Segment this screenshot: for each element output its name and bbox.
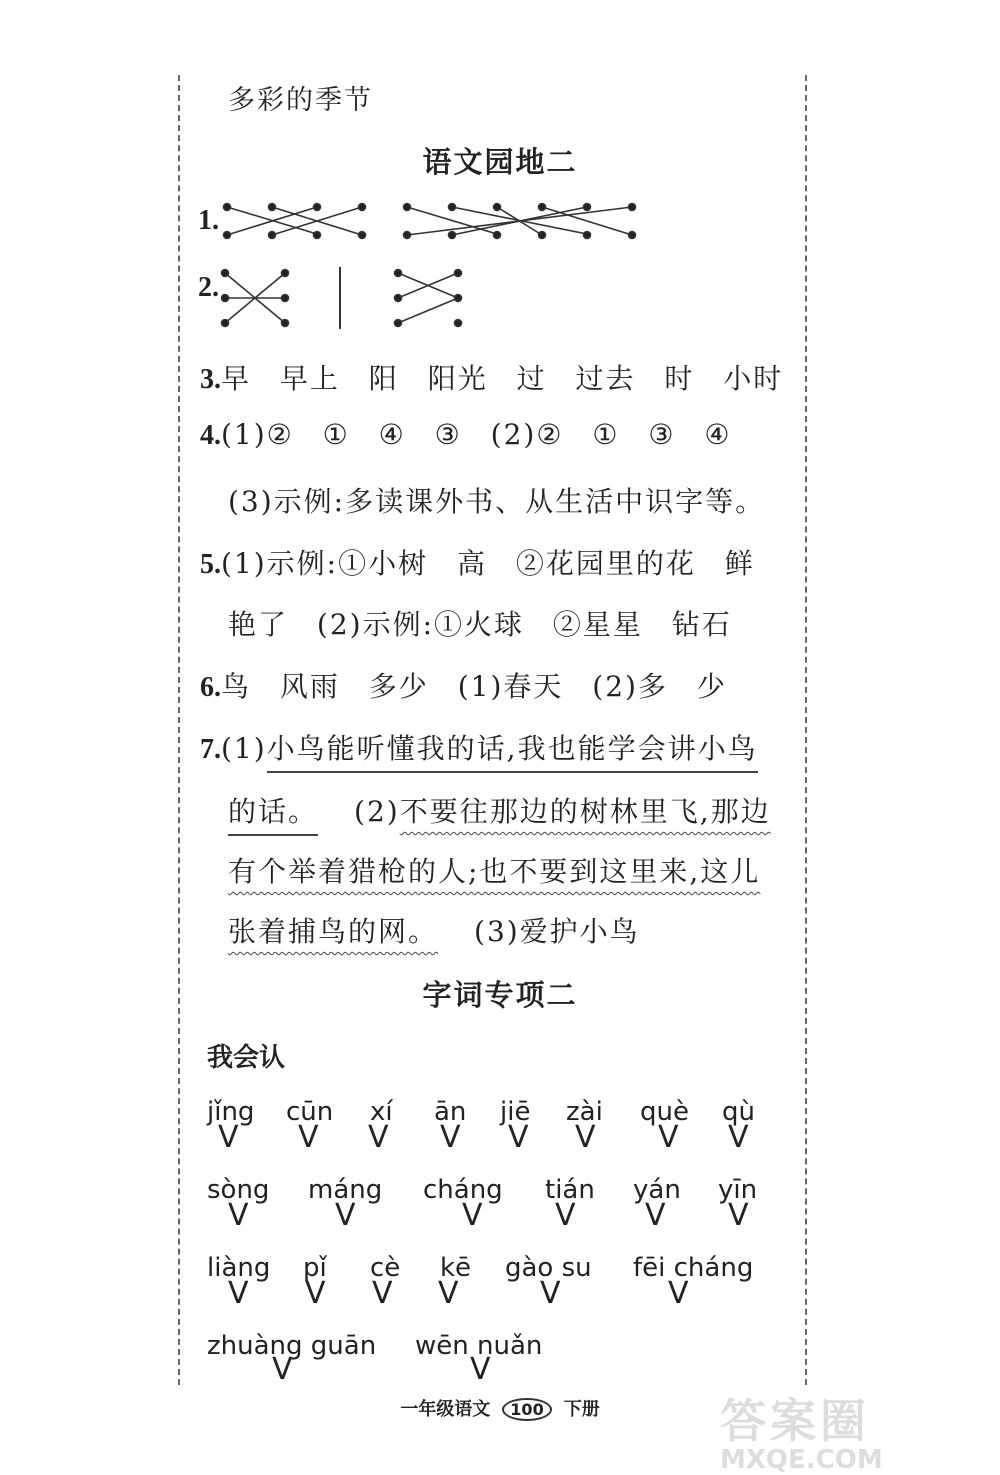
- pinyin-item: yīn: [718, 1175, 758, 1205]
- q1-matching-diagram: [215, 198, 645, 248]
- q7-wavy-underline-c: 张着捕鸟的网。: [228, 915, 439, 948]
- check-mark-icon: V: [462, 1198, 483, 1233]
- q7-answer-line1: 7.(1)小鸟能听懂我的话,我也能学会讲小鸟: [200, 727, 758, 767]
- pinyin-item: xí: [370, 1097, 393, 1127]
- q1-number: 1.: [198, 205, 219, 236]
- page-number-badge: 100: [502, 1398, 551, 1421]
- check-mark-icon: V: [440, 1120, 461, 1155]
- pinyin-item: yán: [633, 1175, 681, 1205]
- q7-straight-underline-a: 小鸟能听懂我的话,我也能学会讲小鸟: [267, 732, 758, 773]
- pinyin-item: gào su: [505, 1253, 592, 1283]
- section-title-zici: 字词专项二: [422, 978, 578, 1012]
- q7-answer-line3: [228, 850, 760, 890]
- pinyin-item: zhuàng guān: [207, 1331, 377, 1361]
- pinyin-item: liàng: [207, 1253, 271, 1283]
- q5-answer-line1: 5.(1)示例:①小树 高 ②花园里的花 鲜: [200, 547, 755, 580]
- q6-answer: 6.鸟 风雨 多少 (1)春天 (2)多 少: [200, 670, 727, 703]
- check-mark-icon: V: [555, 1198, 576, 1233]
- check-mark-icon: V: [728, 1198, 749, 1233]
- left-dashed-border: [178, 75, 180, 1385]
- check-mark-icon: V: [645, 1198, 666, 1233]
- pinyin-item: máng: [308, 1175, 383, 1205]
- q3-answer: 3.早 早上 阳 阳光 过 过去 时 小时: [200, 362, 784, 395]
- check-mark-icon: V: [540, 1276, 561, 1311]
- check-mark-icon: V: [470, 1352, 491, 1387]
- right-dashed-border: [805, 75, 807, 1385]
- watermark-logo: 答案圈 MXQE.COM: [720, 1394, 883, 1475]
- check-mark-icon: V: [372, 1276, 393, 1311]
- pinyin-item: jǐng: [207, 1097, 255, 1127]
- q7-wavy-underline-a: 不要往那边的树林里飞,那边: [399, 795, 771, 828]
- check-mark-icon: V: [272, 1352, 293, 1387]
- check-mark-icon: V: [218, 1120, 239, 1155]
- pinyin-item: zài: [566, 1097, 603, 1127]
- label-wohuiren: 我会认: [207, 1043, 286, 1073]
- q7-straight-underline-b: 的话。: [228, 795, 318, 836]
- check-mark-icon: V: [368, 1120, 389, 1155]
- check-mark-icon: V: [438, 1276, 459, 1311]
- check-mark-icon: V: [305, 1276, 326, 1311]
- pinyin-item: kē: [440, 1253, 472, 1283]
- footer-grade: 一年级语文: [400, 1399, 491, 1420]
- q5-answer-line2: 艳了 (2)示例:①火球 ②星星 钻石: [228, 608, 732, 641]
- pinyin-item: ān: [434, 1097, 467, 1127]
- q4-answer-line1: 4.(1)② ① ④ ③ (2)② ① ③ ④: [200, 418, 732, 451]
- check-mark-icon: V: [658, 1120, 679, 1155]
- check-mark-icon: V: [228, 1198, 249, 1233]
- q7-wavy-underline-b: 有个举着猎枪的人;也不要到这里来,这儿: [228, 855, 761, 888]
- header-text: 多彩的季节: [228, 85, 373, 116]
- pinyin-item: qù: [722, 1097, 755, 1127]
- check-mark-icon: V: [298, 1120, 319, 1155]
- section-title-yuwen: 语文园地二: [422, 145, 578, 179]
- check-mark-icon: V: [228, 1276, 249, 1311]
- pinyin-item: sòng: [207, 1175, 270, 1205]
- pinyin-item: fēi cháng: [633, 1253, 754, 1283]
- q7-answer-line4: 张着捕鸟的网。 (3)爱护小鸟: [228, 915, 640, 948]
- check-mark-icon: V: [335, 1198, 356, 1233]
- pinyin-item: pǐ: [303, 1253, 327, 1283]
- q2-matching-diagram: [215, 265, 475, 335]
- pinyin-item: wēn nuǎn: [415, 1331, 543, 1361]
- pinyin-item: jiē: [500, 1097, 531, 1127]
- q4-answer-line2: (3)示例:多读课外书、从生活中识字等。: [228, 485, 766, 518]
- pinyin-item: què: [640, 1097, 689, 1127]
- check-mark-icon: V: [575, 1120, 596, 1155]
- pinyin-item: cháng: [423, 1175, 503, 1205]
- check-mark-icon: V: [508, 1120, 529, 1155]
- pinyin-item: cè: [370, 1253, 401, 1283]
- pinyin-item: tián: [545, 1175, 595, 1205]
- q2-number: 2.: [198, 272, 219, 303]
- pinyin-item: cūn: [286, 1097, 334, 1127]
- check-mark-icon: V: [668, 1276, 689, 1311]
- q7-answer-line2: 的话。 (2)不要往那边的树林里飞,那边: [228, 790, 771, 830]
- check-mark-icon: V: [728, 1120, 749, 1155]
- footer-volume: 下册: [563, 1399, 600, 1420]
